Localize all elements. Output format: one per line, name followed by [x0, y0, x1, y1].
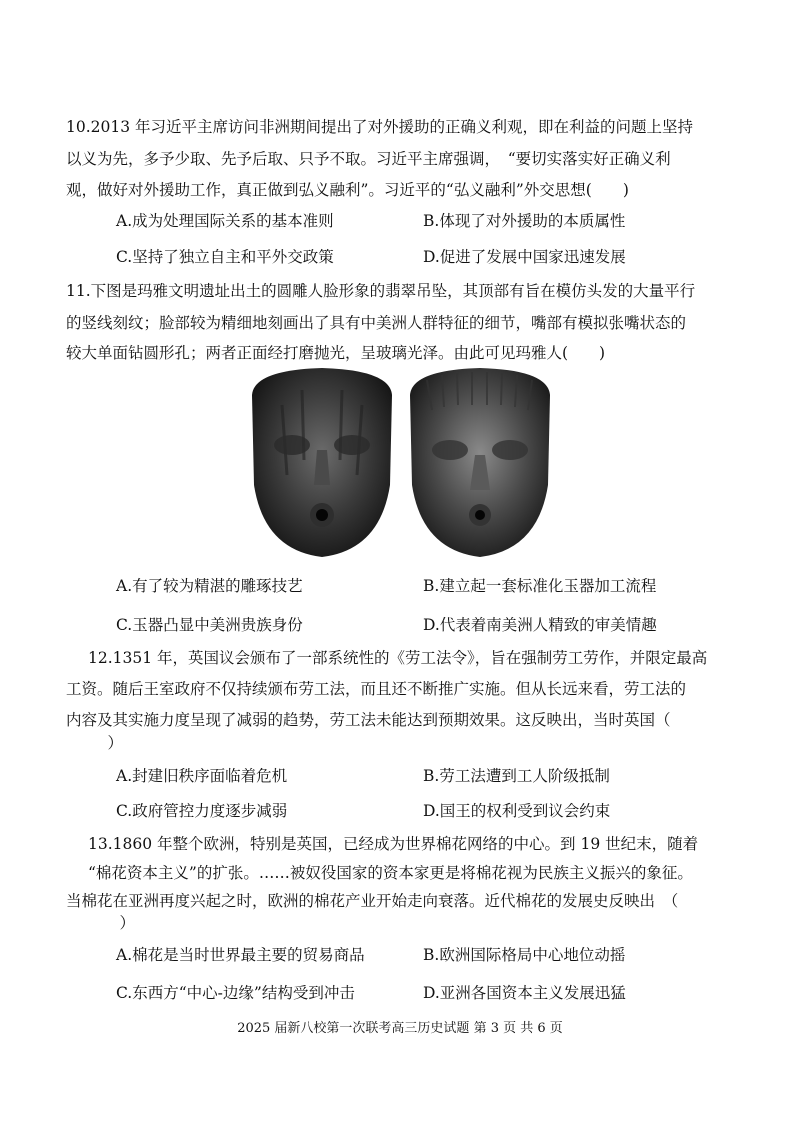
- q10-line-1: 10.2013 年习近平主席访问非洲期间提出了对外援助的正确义利观，即在利益的问题上坚持: [66, 118, 694, 136]
- q13-option-b: B.欧洲国际格局中心地位动摇: [423, 946, 626, 964]
- q10-option-b: B.体现了对外援助的本质属性: [423, 212, 626, 230]
- q12-option-d: D.国王的权利受到议会约束: [423, 802, 611, 820]
- q10-line-2: 以义为先，多予少取、先予后取、只予不取。习近平主席强调， “要切实落实好正确义利: [66, 150, 671, 168]
- q12-line-1: 12.1351 年，英国议会颁布了一部系统性的《劳工法令》，旨在强制劳工劳作，并限定最高: [88, 649, 708, 667]
- q13-line-3: 当棉花在亚洲再度兴起之时，欧洲的棉花产业开始走向衰落。近代棉花的发展史反映出 （: [66, 892, 679, 910]
- q13-line-1: 13.1860 年整个欧洲，特别是英国，已经成为世界棉花网络的中心。到 19 世纪末，随着: [88, 835, 699, 853]
- q13-line-2: “棉花资本主义”的扩张。……被奴役国家的资本家更是将棉花视为民族主义振兴的象征。: [88, 864, 693, 882]
- q11-line-2: 的竖线刻纹；脸部较为精细地刻画出了具有中美洲人群特征的细节，嘴部有模拟张嘴状态的: [66, 314, 687, 332]
- page-footer: 2025 届新八校第一次联考高三历史试题 第 3 页 共 6 页: [237, 1021, 563, 1036]
- q11-line-1: 11.下图是玛雅文明遗址出土的圆雕人脸形象的翡翠吊坠，其顶部有旨在模仿头发的大量平行: [66, 282, 696, 300]
- jade-mask-pendants-image: [242, 365, 558, 560]
- q10-option-c: C.坚持了独立自主和平外交政策: [116, 248, 334, 266]
- q13-option-c: C.东西方“中心-边缘”结构受到冲击: [116, 984, 355, 1002]
- q11-option-d: D.代表着南美洲人精致的审美情趣: [423, 616, 657, 634]
- q10-option-a: A.成为处理国际关系的基本准则: [116, 212, 334, 230]
- q11-option-b: B.建立起一套标准化玉器加工流程: [423, 577, 657, 595]
- q12-line-2: 工资。随后王室政府不仅持续颁布劳工法，而且还不断推广实施。但从长远来看，劳工法的: [66, 680, 687, 698]
- q12-option-a: A.封建旧秩序面临着危机: [116, 767, 288, 785]
- q11-option-a: A.有了较为精湛的雕琢技艺: [116, 577, 303, 595]
- q12-line-3: 内容及其实施力度呈现了减弱的趋势，劳工法未能达到预期效果。这反映出，当时英国（: [66, 711, 671, 729]
- q11-line-3: 较大单面钻圆形孔；两者正面经打磨抛光，呈玻璃光泽。由此可见玛雅人( ): [66, 344, 606, 362]
- q10-option-d: D.促进了发展中国家迅速发展: [423, 248, 626, 266]
- q10-line-3: 观，做好对外援助工作，真正做到弘义融利”。习近平的“弘义融利”外交思想( ): [66, 181, 629, 199]
- left-mask: [252, 368, 392, 557]
- q11-option-c: C.玉器凸显中美洲贵族身份: [116, 616, 303, 634]
- right-mask: [410, 368, 550, 557]
- q12-option-c: C.政府管控力度逐步减弱: [116, 802, 288, 820]
- q13-option-d: D.亚洲各国资本主义发展迅猛: [423, 984, 626, 1002]
- q12-option-b: B.劳工法遭到工人阶级抵制: [423, 767, 610, 785]
- q13-option-a: A.棉花是当时世界最主要的贸易商品: [116, 946, 365, 964]
- q12-line-4: ）: [92, 734, 124, 752]
- q13-line-4: ）: [104, 914, 136, 932]
